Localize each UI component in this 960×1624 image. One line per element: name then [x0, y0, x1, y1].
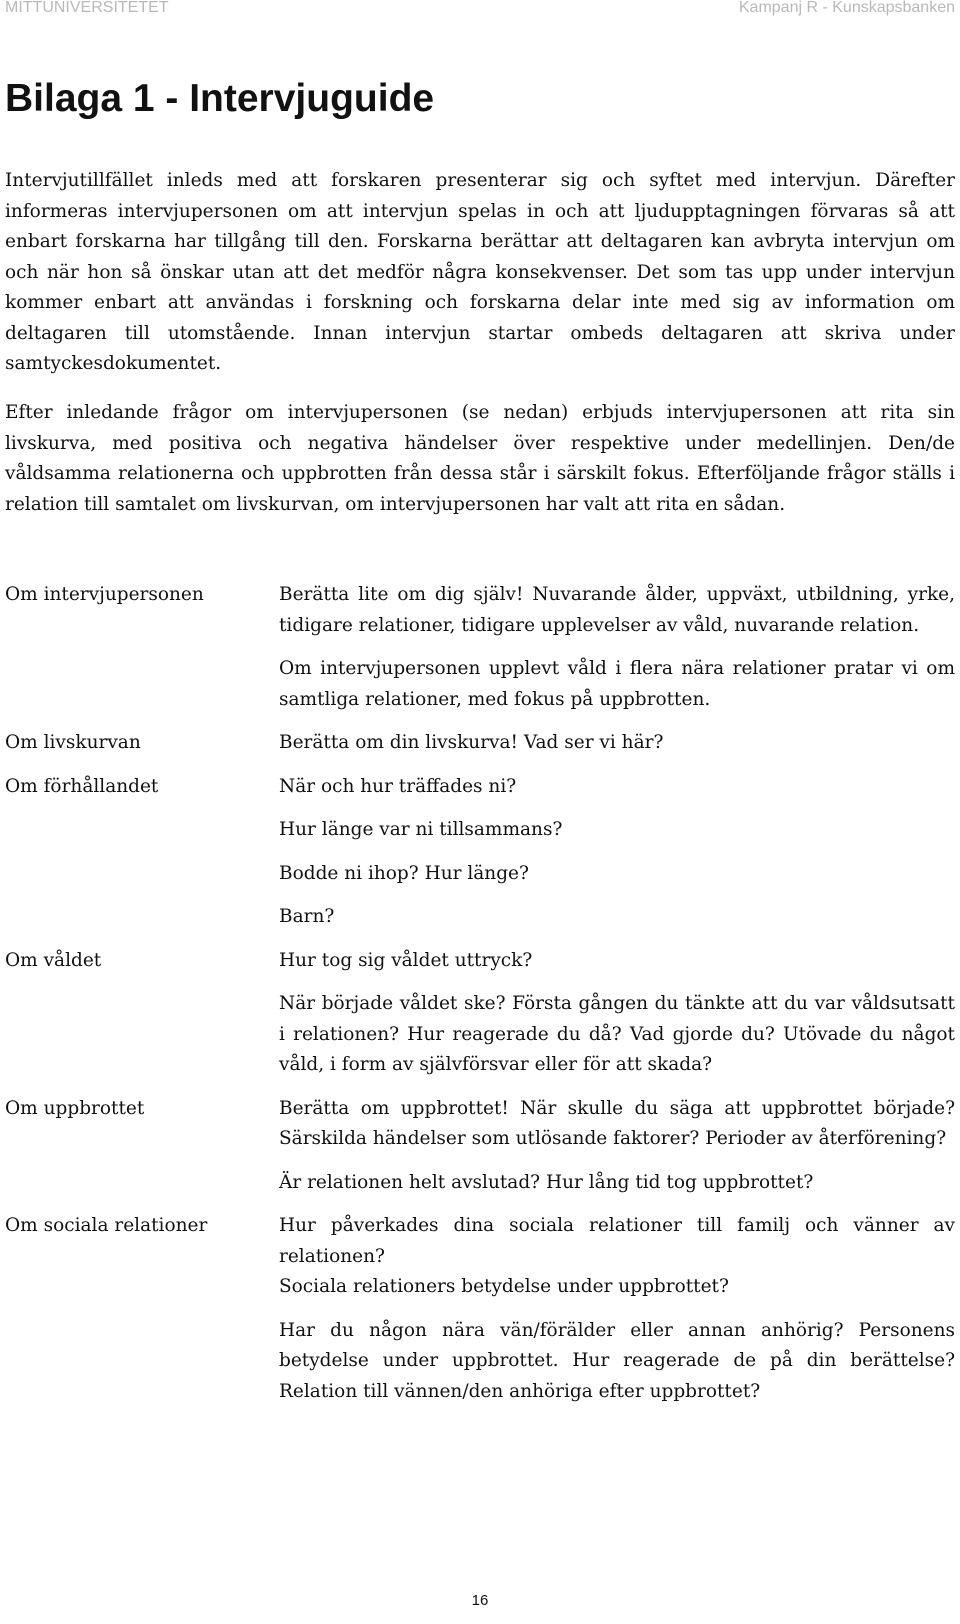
- guide-questions: [279, 1211, 955, 1420]
- guide-question: Är relationen helt avslutad? Hur lång tid tog uppbrottet?: [279, 1171, 814, 1193]
- guide-row-sociala-relationer: [5, 1211, 955, 1420]
- guide-questions: [279, 728, 955, 772]
- interview-guide: [5, 580, 955, 1420]
- guide-topic: Om våldet: [5, 949, 102, 971]
- guide-questions: [279, 1094, 955, 1212]
- guide-row-valdet: [5, 946, 955, 1094]
- guide-question: Barn?: [279, 906, 335, 927]
- page-number: 16: [471, 1592, 489, 1609]
- guide-row-forhallandet: [5, 772, 955, 946]
- guide-question: Hur tog sig våldet uttryck?: [279, 949, 533, 971]
- guide-questions: [279, 772, 955, 946]
- header-right-text: Kampanj R - Kunskapsbanken: [738, 0, 955, 16]
- guide-topic: Om uppbrottet: [5, 1097, 145, 1119]
- guide-question: Om intervjupersonen upplevt våld i flera nära relationer pratar vi om samtliga relationer, med fokus på uppbrotten.: [279, 658, 955, 710]
- guide-question: Har du någon nära vän/förälder eller annan anhörig? Personens betydelse under uppbrottet. Hur reagerade de på din berättelse? Relation till vännen/den anhöriga efter uppbrottet?: [279, 1319, 955, 1402]
- guide-topic: Om förhållandet: [5, 775, 159, 797]
- guide-topic: Om intervjupersonen: [5, 584, 204, 605]
- guide-row-uppbrottet: [5, 1094, 955, 1212]
- page-title: Bilaga 1 - Intervjuguide: [5, 77, 435, 120]
- guide-row-livskurvan: [5, 728, 955, 772]
- guide-questions: [279, 946, 955, 1094]
- guide-question: Hur påverkades dina sociala relationer till familj och vänner av relationen? Sociala relationers betydelse under uppbrottet?: [279, 1215, 955, 1297]
- guide-questions: [279, 580, 955, 728]
- header-left-text: MITTUNIVERSITETET: [5, 0, 169, 16]
- guide-question: När och hur träffades ni?: [279, 775, 517, 797]
- guide-question: Bodde ni ihop? Hur länge?: [279, 862, 529, 884]
- guide-question: Berätta om din livskurva! Vad ser vi här?: [279, 732, 664, 753]
- intro-paragraph-1: Intervjutillfället inleds med att forskaren presenterar sig och syftet med intervjun. Därefter informeras intervjupersonen om att intervjun spelas in och att ljudupptagningen förvaras så att enbart forskarna har tillgång till den. Forskarna berättar att deltagaren kan avbryta intervjun om och när hon så önskar utan att det medför några konsekvenser. Det som tas upp under intervjun kommer enbart att användas i forskning och forskarna delar inte med sig av information om deltagaren till utomstående. Innan intervjun startar ombeds deltagaren att skriva under samtyckesdokumentet.: [5, 170, 955, 374]
- guide-question: När började våldet ske? Första gången du tänkte att du var våldsutsatt i relationen? Hur reagerade du då? Vad gjorde du? Utövade du något våld, i form av självförsvar eller för att skada?: [279, 993, 955, 1075]
- guide-question: Hur länge var ni tillsammans?: [279, 819, 563, 840]
- guide-question: Berätta om uppbrottet! När skulle du säga att uppbrottet började? Särskilda händelser som utlösande faktorer? Perioder av återförening?: [279, 1097, 955, 1149]
- guide-topic: Om livskurvan: [5, 732, 141, 753]
- guide-row-intervjupersonen: [5, 580, 955, 728]
- guide-question: Berätta lite om dig själv! Nuvarande ålder, uppväxt, utbildning, yrke, tidigare relationer, tidigare upplevelser av våld, nuvarande relation.: [279, 584, 955, 636]
- guide-topic: Om sociala relationer: [5, 1215, 208, 1236]
- intro-paragraph-2: Efter inledande frågor om intervjupersonen (se nedan) erbjuds intervjupersonen att rita sin livskurva, med positiva och negativa händelser över respektive under medellinjen. Den/de våldsamma relationerna och uppbrotten från dessa står i särskilt fokus. Efterföljande frågor ställs i relation till samtalet om livskurvan, om intervjupersonen har valt att rita en sådan.: [5, 402, 955, 515]
